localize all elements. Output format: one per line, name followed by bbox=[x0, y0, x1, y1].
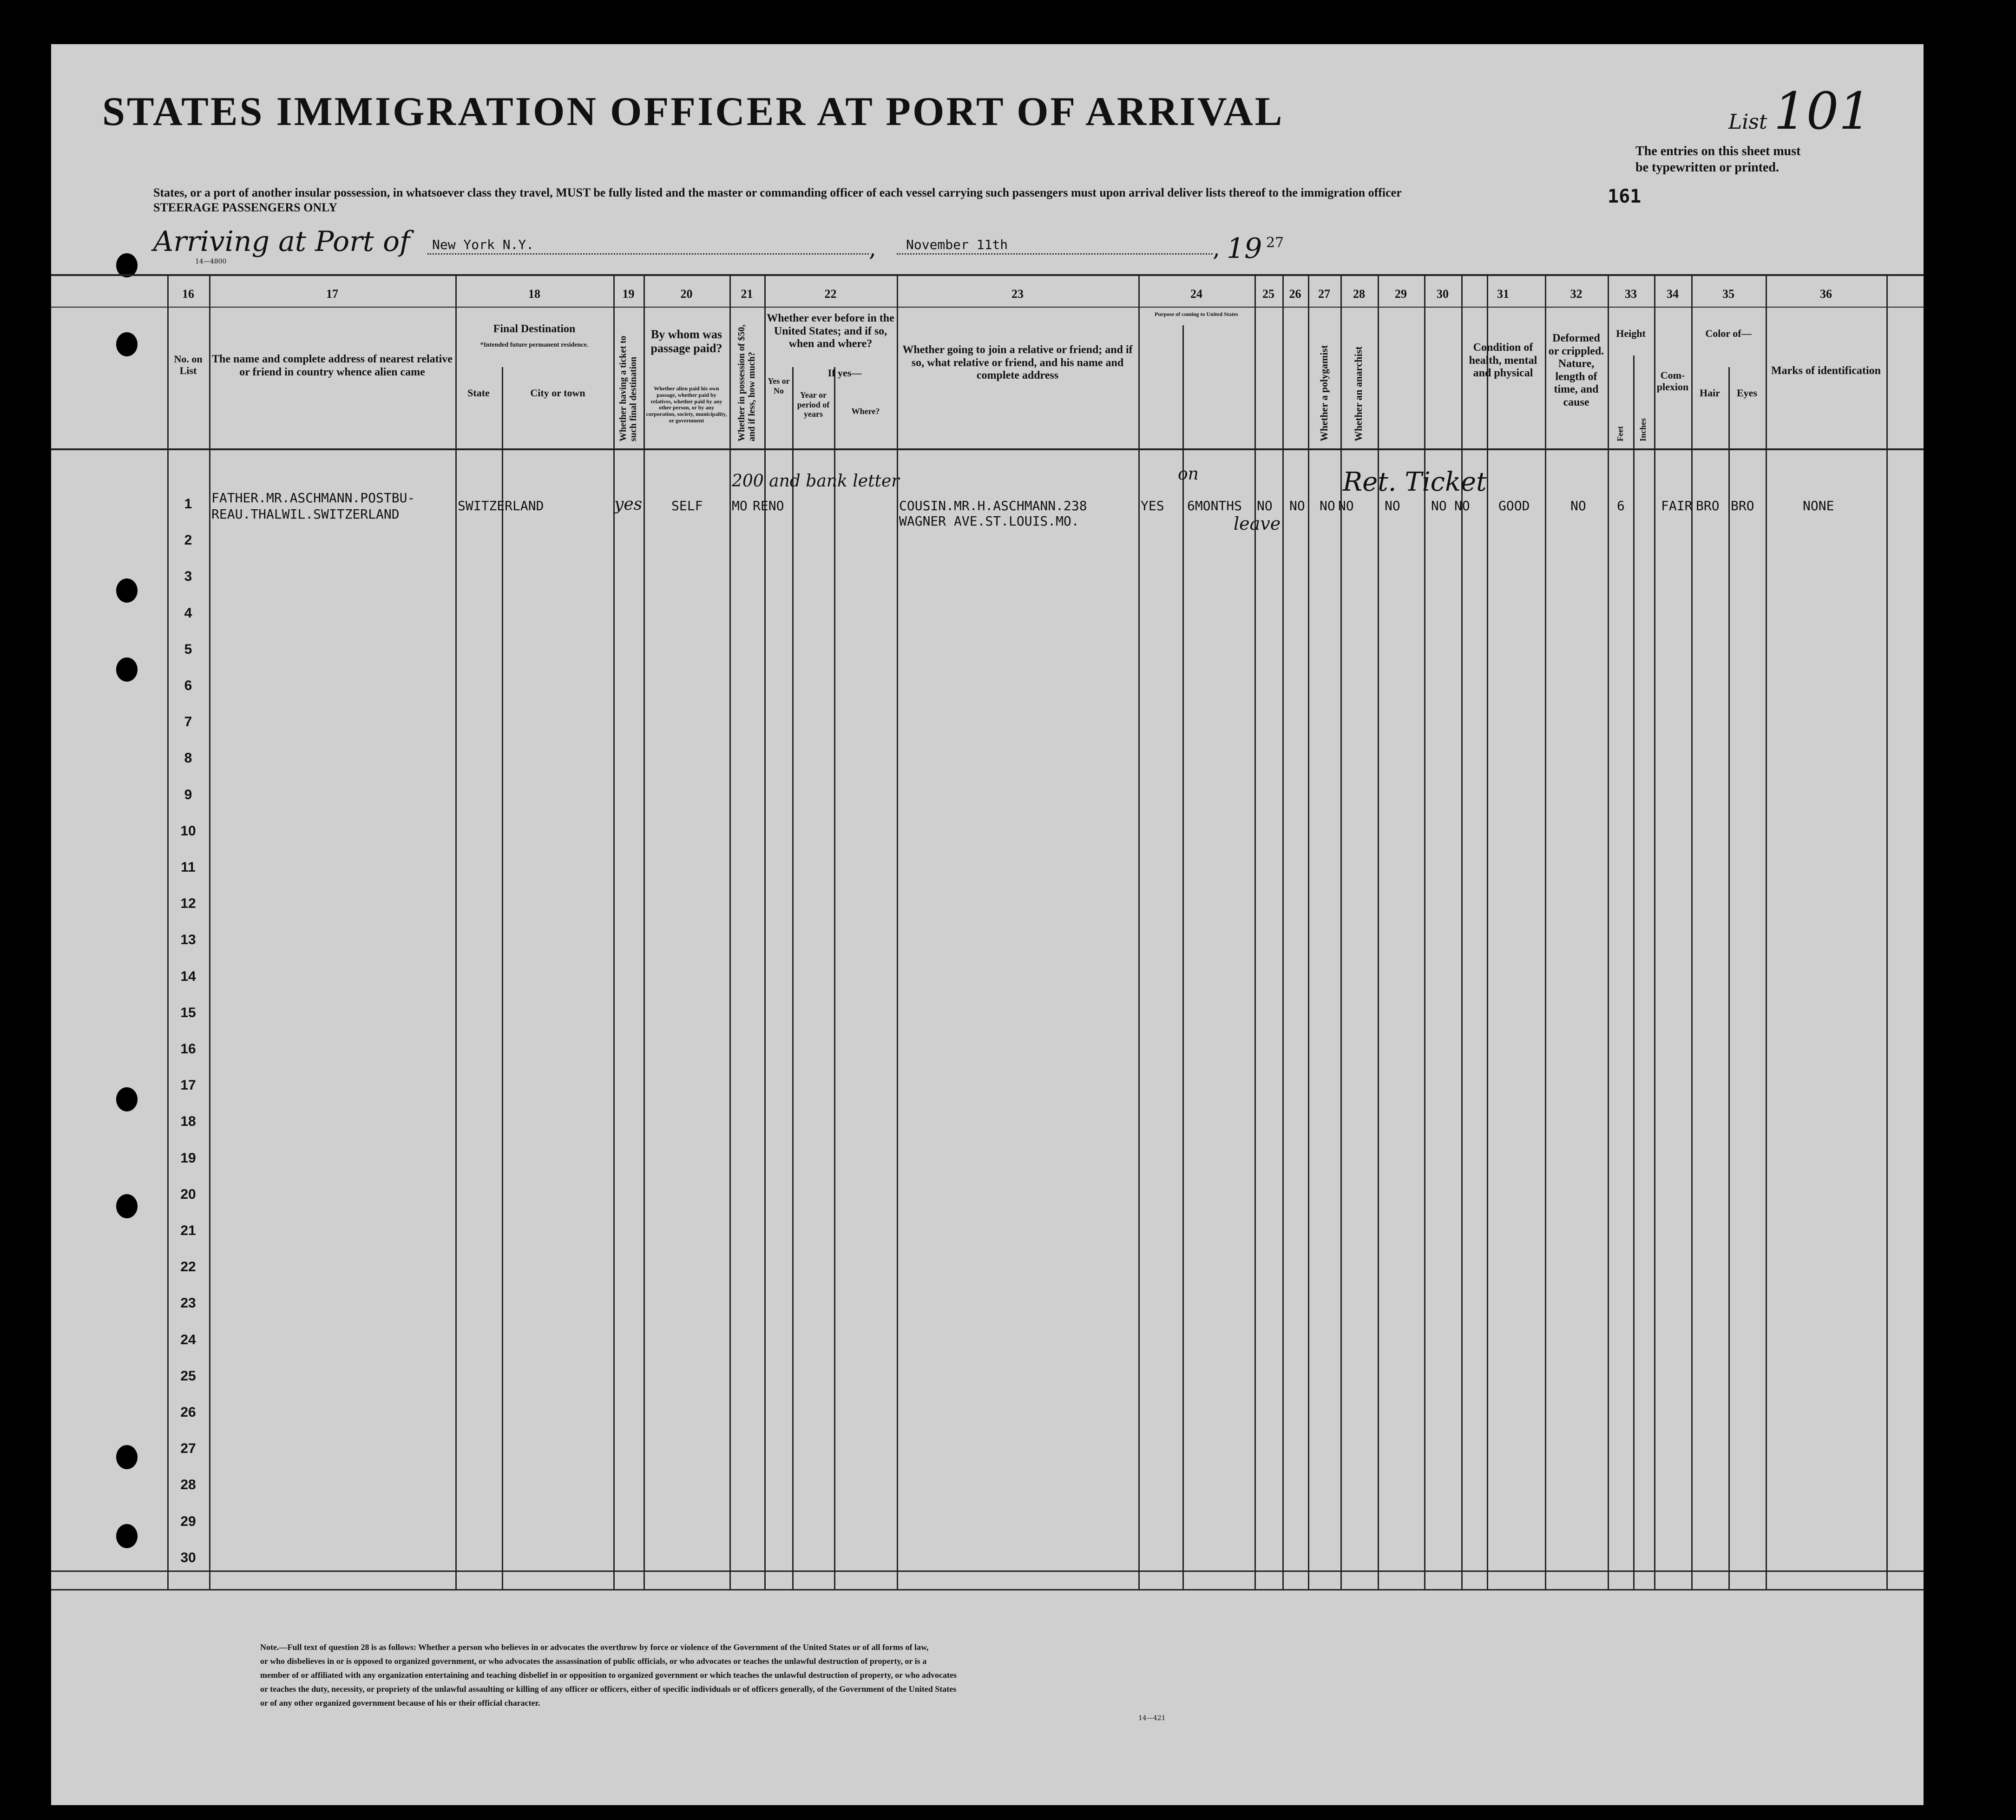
column-number: 22 bbox=[824, 287, 837, 301]
comma: , bbox=[1213, 235, 1220, 262]
column-line bbox=[1633, 355, 1635, 1589]
entry-deformed: NO bbox=[1570, 498, 1586, 513]
entry-marks: NONE bbox=[1803, 498, 1834, 513]
entry-relative-line1: FATHER.MR.ASCHMANN.POSTBU- bbox=[211, 490, 415, 506]
entry-handwritten-ticket: Ret. Ticket bbox=[1343, 467, 1487, 497]
header-state: State bbox=[467, 387, 490, 399]
header-passage-paid: By whom was passage paid? bbox=[650, 328, 722, 355]
column-line bbox=[1487, 274, 1488, 1589]
header-passage-paid-note: Whether alien paid his own passage, whether paid by relatives, whether paid by any other person, or by any corporation, society, municipality, or government bbox=[646, 385, 727, 424]
column-line bbox=[1654, 274, 1655, 1589]
column-number: 25 bbox=[1262, 287, 1274, 301]
row-number: 10 bbox=[180, 823, 196, 839]
arriving-label: Arriving at Port of bbox=[153, 225, 410, 258]
column-number: 20 bbox=[680, 287, 693, 301]
column-line bbox=[1886, 274, 1888, 1589]
column-number: 21 bbox=[741, 287, 753, 301]
page-title: STATES IMMIGRATION OFFICER AT PORT OF ARRIVAL bbox=[102, 89, 1284, 134]
header-anarchist: Whether an anarchist bbox=[1353, 346, 1364, 441]
column-number: 23 bbox=[1011, 287, 1024, 301]
header-purpose: Purpose of coming to United States bbox=[1155, 311, 1238, 317]
header-bottom-rule bbox=[51, 448, 1924, 450]
sheet-code: 161 bbox=[1608, 186, 1642, 207]
row-number: 12 bbox=[180, 896, 196, 912]
column-line bbox=[1254, 274, 1256, 1589]
column-line bbox=[1182, 325, 1184, 1589]
row-number: 28 bbox=[180, 1477, 196, 1493]
row-number: 2 bbox=[184, 532, 192, 548]
row-number: 26 bbox=[180, 1405, 196, 1420]
footer-form-code: 14—421 bbox=[1138, 1715, 1166, 1722]
entry-anarchist: NO bbox=[1338, 498, 1354, 513]
table-bottom-rule-2 bbox=[51, 1589, 1924, 1590]
footer-note-line5: or of any other organized government because of his or their official character. bbox=[260, 1698, 540, 1708]
entry-money-handwritten: 200 and bank letter bbox=[732, 472, 900, 491]
binder-hole bbox=[116, 1087, 138, 1111]
column-number: 19 bbox=[622, 287, 635, 301]
row-number: 11 bbox=[181, 860, 196, 875]
entry-handwritten-leave: leave bbox=[1234, 513, 1281, 534]
column-line bbox=[613, 274, 615, 1589]
entry-condition: GOOD bbox=[1498, 498, 1530, 513]
header-final-destination-note: *Intended future permanent residence. bbox=[480, 342, 589, 348]
column-number: 34 bbox=[1667, 287, 1679, 301]
row-number: 29 bbox=[180, 1513, 196, 1529]
header-polygamist: Whether a polygamist bbox=[1318, 345, 1330, 441]
column-number: 31 bbox=[1497, 287, 1509, 301]
row-number: 21 bbox=[180, 1223, 196, 1238]
list-label-text: List bbox=[1728, 110, 1767, 134]
row-number: 19 bbox=[180, 1150, 196, 1166]
list-label bbox=[1728, 81, 1872, 141]
entry-col30: NO bbox=[1454, 498, 1470, 513]
binder-hole bbox=[116, 1524, 138, 1548]
row-number: 16 bbox=[180, 1041, 196, 1057]
footer-note-line2: or who disbelieves in or is opposed to organized government, or who advocates the assassination of public officials, or who advocates or teaches the unlawful destruction of property, or is a bbox=[260, 1656, 927, 1666]
row-number: 20 bbox=[180, 1186, 196, 1202]
footer-note-line4: or teaches the duty, necessity, or propriety of the unlawful assaulting or killing of any officer or officers, either of specific individuals or of officers generally, of the Government of the United States bbox=[260, 1684, 957, 1694]
header-no-on-list: No. on List bbox=[174, 353, 203, 377]
row-number: 9 bbox=[184, 787, 192, 802]
entry-hair: BRO bbox=[1696, 498, 1720, 513]
column-line bbox=[792, 367, 794, 1589]
column-line bbox=[1308, 274, 1309, 1589]
header-joining-relative: Whether going to join a relative or friend; and if so, what relative or friend, and his name and complete address bbox=[902, 344, 1133, 382]
binder-hole bbox=[116, 1194, 138, 1218]
entry-before-in-us: RENO bbox=[753, 498, 784, 513]
header-complexion: Com- plexion bbox=[1656, 369, 1689, 393]
row-number: 3 bbox=[184, 569, 192, 585]
year-suffix: 27 bbox=[1266, 235, 1284, 251]
column-number: 26 bbox=[1289, 287, 1301, 301]
entry-purpose-yes: YES bbox=[1141, 498, 1164, 513]
note-right-line2: be typewritten or printed. bbox=[1635, 160, 1779, 175]
row-number: 15 bbox=[180, 1005, 196, 1020]
footer-note-line1: Note.—Full text of question 28 is as follows: Whether a person who believes in or advocates the overthrow by force or violence of the Government of the United States or of all forms of law, bbox=[260, 1643, 929, 1652]
header-relative-address: The name and complete address of nearest relative or friend in country whence alien came bbox=[212, 353, 453, 378]
binder-hole bbox=[116, 1445, 138, 1469]
row-number: 25 bbox=[180, 1368, 196, 1384]
binder-hole bbox=[116, 578, 138, 603]
column-line bbox=[1545, 274, 1546, 1589]
binder-hole bbox=[116, 332, 138, 356]
column-line bbox=[1282, 274, 1284, 1589]
year-prefix: 19 bbox=[1227, 232, 1262, 265]
instruction-line2: STEERAGE PASSENGERS ONLY bbox=[153, 201, 337, 214]
column-line bbox=[455, 274, 457, 1589]
entry-polygamist: NO bbox=[1320, 498, 1335, 513]
column-number: 29 bbox=[1395, 287, 1407, 301]
column-line bbox=[834, 367, 835, 1589]
comma: , bbox=[869, 235, 876, 262]
column-line bbox=[167, 274, 169, 1589]
header-deformed: Deformed or crippled. Nature, length of time, and cause bbox=[1548, 332, 1604, 408]
row-number: 27 bbox=[180, 1441, 196, 1457]
column-line bbox=[1138, 274, 1140, 1589]
entry-ticket: yes bbox=[614, 495, 643, 514]
header-money: Whether in possession of $50, and if less, how much? bbox=[736, 324, 757, 441]
entry-relative-line2: REAU.THALWIL.SWITZERLAND bbox=[211, 506, 400, 522]
entry-handwritten-on: on bbox=[1178, 465, 1199, 484]
column-line bbox=[729, 274, 731, 1589]
row-number: 4 bbox=[184, 605, 192, 621]
header-marks: Marks of identification bbox=[1771, 365, 1881, 377]
header-where: Where? bbox=[851, 407, 880, 416]
column-number: 24 bbox=[1190, 287, 1202, 301]
header-city: City or town bbox=[530, 387, 585, 399]
column-number: 27 bbox=[1318, 287, 1330, 301]
port-value: New York N.Y. bbox=[432, 237, 534, 252]
row-number: 24 bbox=[180, 1332, 196, 1347]
column-line bbox=[1608, 274, 1609, 1589]
list-number: 101 bbox=[1773, 81, 1872, 141]
row-number: 7 bbox=[184, 714, 192, 730]
row-number: 14 bbox=[180, 968, 196, 984]
column-line bbox=[1691, 274, 1693, 1589]
manifest-sheet bbox=[51, 44, 1924, 1805]
note-right-line1: The entries on this sheet must bbox=[1635, 144, 1801, 158]
column-line bbox=[1728, 367, 1730, 1589]
column-number: 28 bbox=[1353, 287, 1365, 301]
header-feet: Feet bbox=[1615, 426, 1625, 441]
colnum-rule bbox=[51, 307, 1924, 308]
entry-state: SWITZERLAND bbox=[458, 498, 544, 513]
entry-money: MO bbox=[732, 498, 748, 513]
entry-joining-line1: COUSIN.MR.H.ASCHMANN.238 bbox=[899, 498, 1087, 513]
table-top-rule bbox=[51, 274, 1924, 276]
column-number: 18 bbox=[528, 287, 540, 301]
column-line bbox=[209, 274, 210, 1589]
table-bottom-rule bbox=[51, 1570, 1924, 1572]
column-line bbox=[644, 274, 645, 1589]
entry-complexion: FAIR bbox=[1661, 498, 1693, 513]
header-yes-or-no: Yes or No bbox=[768, 376, 790, 395]
entry-eyes: BRO bbox=[1731, 498, 1754, 513]
column-line bbox=[502, 367, 503, 1589]
date-value: November 11th bbox=[906, 237, 1008, 252]
column-number: 16 bbox=[182, 287, 194, 301]
row-number: 22 bbox=[180, 1259, 196, 1275]
row-number: 6 bbox=[184, 678, 192, 693]
header-ticket: Whether having a ticket to such final destination bbox=[618, 335, 638, 441]
header-eyes: Eyes bbox=[1737, 387, 1757, 399]
row-number: 8 bbox=[184, 750, 192, 766]
entry-col25: NO bbox=[1289, 498, 1305, 513]
port-underline bbox=[427, 253, 869, 255]
instruction-line1: States, or a port of another insular possession, in whatsoever class they travel, MUST be fully listed and the master or commanding officer of each vessel carrying such passengers must upon arrival deliver lists thereof to the immigration officer bbox=[153, 186, 1402, 199]
header-hair: Hair bbox=[1700, 387, 1720, 399]
entry-col28: NO bbox=[1385, 498, 1400, 513]
column-number: 35 bbox=[1722, 287, 1734, 301]
column-number: 36 bbox=[1820, 287, 1832, 301]
row-number: 1 bbox=[184, 496, 192, 512]
header-year-or-period: Year or period of years bbox=[797, 390, 830, 419]
header-inches: Inches bbox=[1638, 418, 1648, 441]
row-number: 17 bbox=[180, 1078, 196, 1093]
entry-feet: 6 bbox=[1617, 498, 1625, 513]
header-if-yes: If yes— bbox=[827, 367, 862, 379]
header-height: Height bbox=[1616, 328, 1646, 339]
entry-joining-line2: WAGNER AVE.ST.LOUIS.MO. bbox=[899, 513, 1079, 529]
header-condition: Condition of health, mental and physical bbox=[1469, 342, 1537, 380]
entry-citizen: NO bbox=[1257, 498, 1273, 513]
row-number: 18 bbox=[180, 1114, 196, 1130]
column-number: 30 bbox=[1437, 287, 1449, 301]
row-number: 30 bbox=[180, 1550, 196, 1565]
entry-length-stay: 6MONTHS bbox=[1187, 498, 1242, 513]
entry-passage-paid: SELF bbox=[671, 498, 703, 513]
footer-note-line3: member of or affiliated with any organization entertaining and teaching disbelief in or opposition to organized government or which teaches the unlawful destruction of property, or who advocates bbox=[260, 1670, 957, 1680]
header-before-in-us: Whether ever before in the United States; and if so, when and where? bbox=[767, 312, 894, 350]
row-number: 5 bbox=[184, 641, 192, 657]
column-number: 33 bbox=[1625, 287, 1637, 301]
column-number: 17 bbox=[326, 287, 338, 301]
row-number: 23 bbox=[180, 1295, 196, 1311]
binder-hole bbox=[116, 657, 138, 682]
form-number: 14—4800 bbox=[195, 258, 227, 265]
entry-col29: NO bbox=[1431, 498, 1447, 513]
date-underline bbox=[897, 253, 1213, 255]
row-number: 13 bbox=[180, 932, 196, 948]
column-line bbox=[1340, 274, 1342, 1589]
header-final-destination: Final Destination bbox=[493, 323, 576, 335]
column-line bbox=[1766, 274, 1767, 1589]
header-color-of: Color of— bbox=[1705, 328, 1752, 339]
column-number: 32 bbox=[1570, 287, 1583, 301]
